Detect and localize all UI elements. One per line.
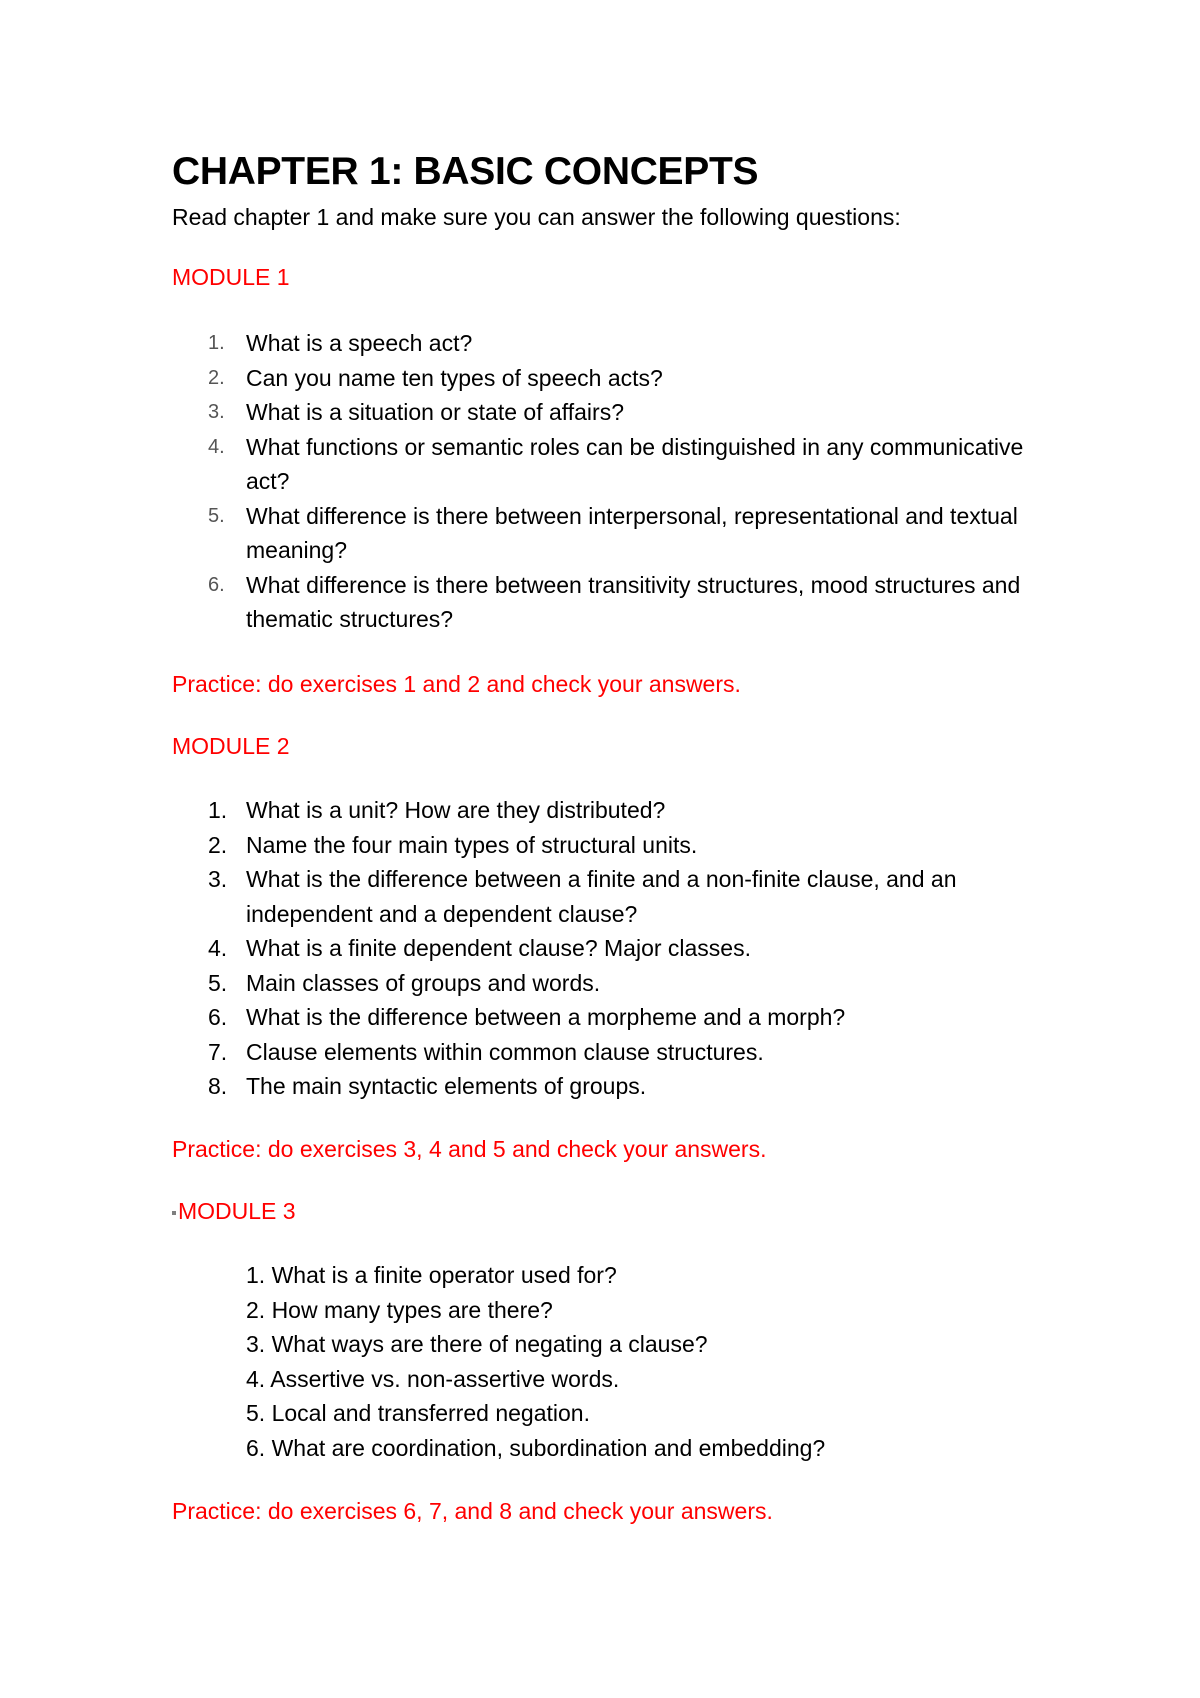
list-item-text: What functions or semantic roles can be distinguished in any communicative act? bbox=[246, 433, 1024, 494]
list-item-number: 8. bbox=[208, 1073, 228, 1099]
list-item bbox=[0, 395, 1046, 430]
list-item-number: 4. bbox=[208, 435, 225, 458]
module-3-question-list bbox=[0, 1258, 1200, 1465]
list-item-number: 4. bbox=[208, 935, 228, 961]
list-item bbox=[0, 326, 1046, 361]
module-3-heading-text: MODULE 3 bbox=[178, 1198, 296, 1224]
list-item bbox=[0, 1000, 1046, 1035]
module-2-heading: MODULE 2 bbox=[172, 733, 290, 759]
list-item-text: Name the four main types of structural units. bbox=[246, 831, 698, 858]
list-item-number: 3. bbox=[208, 866, 228, 892]
list-item bbox=[0, 361, 1046, 396]
list-item-number: 5. bbox=[208, 969, 228, 996]
module-2-question-list bbox=[0, 793, 1200, 1104]
list-item-number: 1. bbox=[208, 797, 228, 823]
list-item-text: What is a finite dependent clause? Major classes. bbox=[246, 935, 751, 961]
list-item bbox=[0, 793, 1046, 828]
list-item bbox=[0, 1035, 1046, 1070]
bullet-marker bbox=[172, 1211, 176, 1215]
intro-text: Read chapter 1 and make sure you can answer the following questions: bbox=[172, 204, 901, 230]
list-item bbox=[0, 430, 1046, 499]
list-item: 1. What is a finite operator used for? bbox=[246, 1262, 617, 1288]
list-item bbox=[0, 828, 1046, 863]
list-item: 4. Assertive vs. non-assertive words. bbox=[246, 1365, 620, 1392]
list-item: 6. What are coordination, subordination and embedding? bbox=[246, 1434, 826, 1461]
page-title: CHAPTER 1: BASIC CONCEPTS bbox=[172, 150, 759, 193]
list-item bbox=[0, 1069, 1046, 1104]
list-item: 3. What ways are there of negating a clause? bbox=[246, 1331, 708, 1357]
list-item-text: What difference is there between interpersonal, representational and textual meaning? bbox=[246, 502, 1018, 563]
list-item-number: 7. bbox=[208, 1038, 228, 1065]
list-item-number: 5. bbox=[208, 504, 225, 527]
module-1-heading: MODULE 1 bbox=[172, 264, 290, 290]
list-item-text: What is the difference between a morpheme and a morph? bbox=[246, 1004, 846, 1030]
list-item bbox=[0, 499, 1046, 568]
module-3-practice: Practice: do exercises 6, 7, and 8 and check your answers. bbox=[172, 1498, 773, 1524]
list-item bbox=[0, 931, 1046, 966]
list-item-text: Can you name ten types of speech acts? bbox=[246, 364, 663, 391]
list-item: 2. How many types are there? bbox=[246, 1296, 553, 1323]
list-item-number: 3. bbox=[208, 401, 225, 423]
module-2-practice: Practice: do exercises 3, 4 and 5 and check your answers. bbox=[172, 1136, 767, 1162]
module-1-question-list bbox=[0, 326, 1200, 637]
list-item-text: What is a unit? How are they distributed? bbox=[246, 797, 666, 823]
list-item: 5. Local and transferred negation. bbox=[246, 1400, 590, 1426]
list-item-text: The main syntactic elements of groups. bbox=[246, 1073, 647, 1099]
list-item-text: Main classes of groups and words. bbox=[246, 969, 601, 996]
list-item-text: What difference is there between transitivity structures, mood structures and thematic structures? bbox=[246, 571, 1021, 632]
list-item-text: What is a speech act? bbox=[246, 330, 473, 356]
list-item-number: 6. bbox=[208, 573, 225, 596]
list-item-text: What is the difference between a finite and a non-finite clause, and an independent and a dependent clause? bbox=[246, 866, 957, 927]
list-item bbox=[0, 966, 1046, 1001]
list-item-number: 2. bbox=[208, 366, 225, 389]
list-item-text: What is a situation or state of affairs? bbox=[246, 399, 624, 425]
module-3-heading bbox=[172, 1198, 296, 1225]
list-item-number: 2. bbox=[208, 831, 228, 858]
list-item bbox=[0, 568, 1046, 637]
list-item-number: 1. bbox=[208, 332, 225, 354]
list-item-text: Clause elements within common clause structures. bbox=[246, 1038, 764, 1065]
list-item bbox=[0, 862, 1046, 931]
list-item-number: 6. bbox=[208, 1004, 228, 1030]
module-1-practice: Practice: do exercises 1 and 2 and check your answers. bbox=[172, 671, 741, 697]
